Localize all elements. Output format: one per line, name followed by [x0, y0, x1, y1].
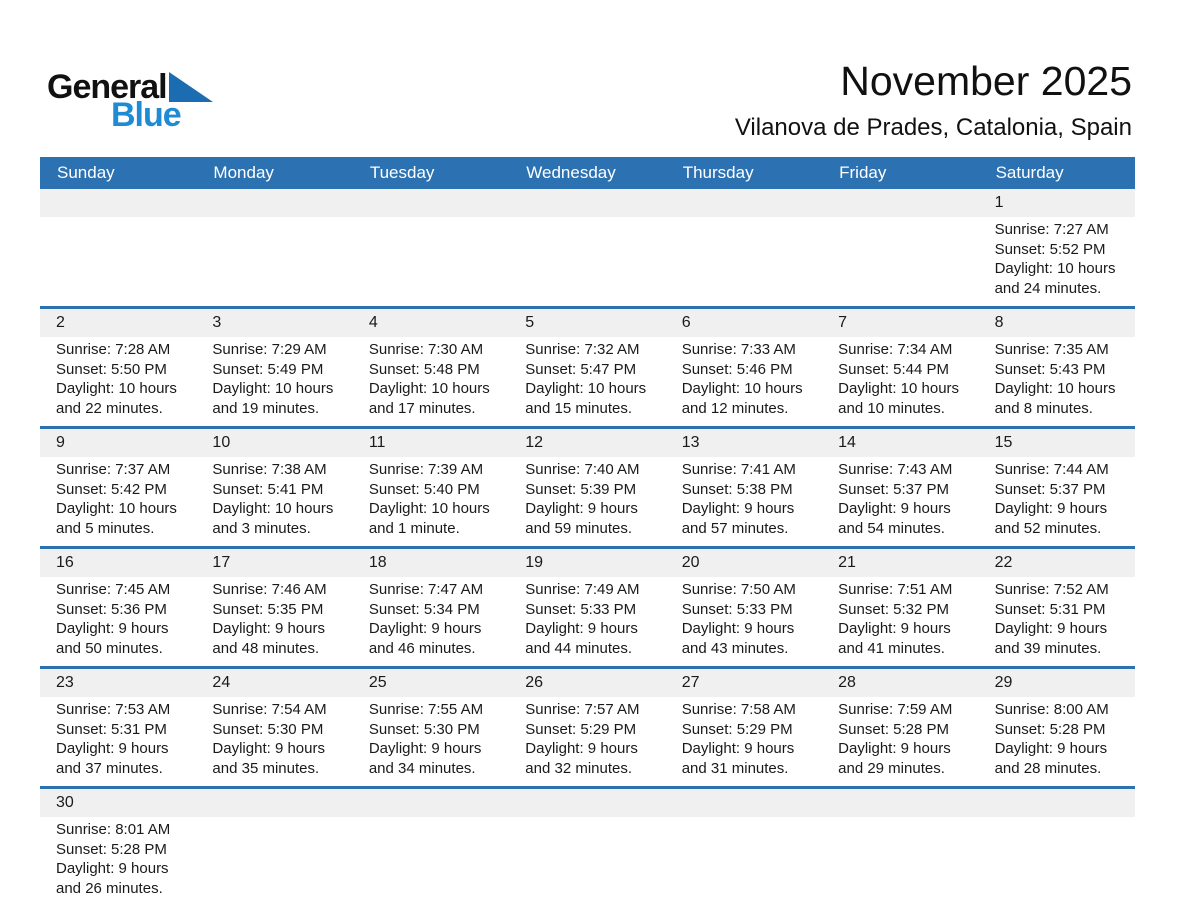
daylight-text: Daylight: 9 hours and 59 minutes. — [525, 500, 638, 537]
day-cell-2 — [40, 309, 196, 426]
sunrise-text: Sunrise: 7:33 AM — [681, 341, 796, 358]
day-header-thursday: Thursday — [682, 163, 754, 182]
day-cell-16 — [40, 549, 196, 666]
day-number: 4 — [353, 309, 509, 337]
sunrise-text: Sunrise: 7:46 AM — [212, 581, 327, 598]
day-details — [509, 577, 665, 666]
daylight-text: Daylight: 9 hours and 43 minutes. — [681, 620, 795, 657]
sunset-text: Sunset: 5:44 PM — [838, 360, 950, 378]
day-number — [666, 189, 822, 217]
day-cell-21 — [822, 549, 978, 666]
day-header-sunday: Sunday — [57, 163, 115, 182]
day-cell-28 — [822, 669, 978, 786]
day-cell-1 — [979, 189, 1135, 306]
day-details — [509, 697, 665, 786]
week-row — [40, 666, 1135, 786]
daylight-text: Daylight: 9 hours and 31 minutes. — [681, 740, 795, 777]
day-number: 30 — [40, 789, 196, 817]
daylight-text: Daylight: 9 hours and 26 minutes. — [56, 860, 169, 897]
sunrise-text: Sunrise: 7:27 AM — [994, 221, 1109, 238]
week-row — [40, 786, 1135, 906]
sunrise-text: Sunrise: 7:59 AM — [838, 701, 953, 718]
sunset-text: Sunset: 5:42 PM — [56, 480, 167, 498]
day-details — [353, 457, 509, 546]
day-details — [666, 697, 822, 786]
sunset-text: Sunset: 5:47 PM — [525, 360, 637, 378]
calendar-table — [40, 157, 1135, 906]
day-details — [979, 457, 1135, 546]
day-number: 19 — [509, 549, 665, 577]
day-number: 25 — [353, 669, 509, 697]
day-number — [509, 789, 665, 817]
daylight-text: Daylight: 10 hours and 22 minutes. — [56, 380, 177, 417]
daylight-text: Daylight: 10 hours and 24 minutes. — [994, 260, 1116, 297]
day-cell-empty — [666, 189, 822, 306]
daylight-text: Daylight: 9 hours and 41 minutes. — [838, 620, 951, 657]
week-row — [40, 306, 1135, 426]
daylight-text: Daylight: 9 hours and 37 minutes. — [56, 740, 169, 777]
day-cell-18 — [353, 549, 509, 666]
day-details — [666, 457, 822, 546]
sunset-text: Sunset: 5:28 PM — [838, 720, 950, 738]
daylight-text: Daylight: 9 hours and 50 minutes. — [56, 620, 169, 657]
daylight-text: Daylight: 9 hours and 57 minutes. — [681, 500, 795, 537]
day-details — [666, 337, 822, 426]
sunset-text: Sunset: 5:38 PM — [681, 480, 793, 498]
day-details — [822, 817, 978, 897]
day-details — [353, 337, 509, 426]
day-details — [822, 457, 978, 546]
sunrise-text: Sunrise: 7:32 AM — [525, 341, 640, 358]
sunset-text: Sunset: 5:33 PM — [525, 600, 637, 618]
daylight-text: Daylight: 9 hours and 44 minutes. — [525, 620, 638, 657]
day-details — [196, 337, 352, 426]
day-details — [40, 217, 196, 297]
sunset-text: Sunset: 5:32 PM — [838, 600, 950, 618]
sunrise-text: Sunrise: 7:57 AM — [525, 701, 640, 718]
day-number: 14 — [822, 429, 978, 457]
sunrise-text: Sunrise: 7:45 AM — [56, 581, 171, 598]
sunset-text: Sunset: 5:35 PM — [212, 600, 324, 618]
day-number — [196, 189, 352, 217]
day-details — [196, 457, 352, 546]
sunrise-text: Sunrise: 7:41 AM — [681, 461, 796, 478]
page-subtitle: Vilanova de Prades, Catalonia, Spain — [734, 114, 1132, 141]
week-row — [40, 189, 1135, 306]
sunset-text: Sunset: 5:39 PM — [525, 480, 637, 498]
day-number: 16 — [40, 549, 196, 577]
day-number: 29 — [979, 669, 1135, 697]
sunrise-text: Sunrise: 7:39 AM — [368, 461, 484, 478]
day-details — [666, 577, 822, 666]
daylight-text: Daylight: 9 hours and 54 minutes. — [838, 500, 951, 537]
day-cell-empty — [196, 789, 352, 906]
sunset-text: Sunset: 5:29 PM — [681, 720, 793, 738]
day-number: 8 — [979, 309, 1135, 337]
daylight-text: Daylight: 9 hours and 46 minutes. — [368, 620, 482, 657]
sunrise-text: Sunrise: 7:47 AM — [368, 581, 484, 598]
day-number: 24 — [196, 669, 352, 697]
day-details — [40, 697, 196, 786]
daylight-text: Daylight: 9 hours and 28 minutes. — [994, 740, 1108, 777]
day-number: 12 — [509, 429, 665, 457]
sunset-text: Sunset: 5:29 PM — [525, 720, 637, 738]
day-cell-23 — [40, 669, 196, 786]
day-cell-empty — [822, 189, 978, 306]
day-cell-19 — [509, 549, 665, 666]
daylight-text: Daylight: 10 hours and 8 minutes. — [994, 380, 1116, 417]
day-details — [353, 217, 509, 297]
day-details — [979, 217, 1135, 306]
day-cell-17 — [196, 549, 352, 666]
week-row — [40, 546, 1135, 666]
day-number — [509, 189, 665, 217]
sunrise-text: Sunrise: 7:52 AM — [994, 581, 1109, 598]
day-details — [353, 817, 509, 897]
title-block — [735, 58, 1132, 142]
daylight-text: Daylight: 10 hours and 15 minutes. — [525, 380, 647, 417]
sunrise-text: Sunrise: 7:29 AM — [212, 341, 327, 358]
day-cell-9 — [40, 429, 196, 546]
day-number: 26 — [509, 669, 665, 697]
sunrise-text: Sunrise: 7:38 AM — [212, 461, 327, 478]
day-details — [822, 337, 978, 426]
day-details — [666, 217, 822, 297]
day-details — [196, 217, 352, 297]
day-cell-empty — [509, 789, 665, 906]
day-cell-7 — [822, 309, 978, 426]
day-cell-10 — [196, 429, 352, 546]
day-cell-25 — [353, 669, 509, 786]
day-cell-empty — [666, 789, 822, 906]
day-details — [353, 697, 509, 786]
day-cell-8 — [979, 309, 1135, 426]
sunset-text: Sunset: 5:46 PM — [681, 360, 793, 378]
day-number — [979, 789, 1135, 817]
daylight-text: Daylight: 9 hours and 39 minutes. — [994, 620, 1108, 657]
day-details — [509, 817, 665, 897]
day-cell-5 — [509, 309, 665, 426]
day-details — [40, 817, 196, 906]
sunset-text: Sunset: 5:30 PM — [368, 720, 480, 738]
daylight-text: Daylight: 10 hours and 3 minutes. — [212, 500, 334, 537]
sunset-text: Sunset: 5:28 PM — [56, 840, 167, 858]
sunset-text: Sunset: 5:49 PM — [212, 360, 324, 378]
sunset-text: Sunset: 5:28 PM — [994, 720, 1106, 738]
day-cell-12 — [509, 429, 665, 546]
day-cell-22 — [979, 549, 1135, 666]
day-header-tuesday: Tuesday — [369, 163, 435, 182]
logo-text-general: General — [47, 68, 167, 106]
day-number — [353, 189, 509, 217]
day-number: 6 — [666, 309, 822, 337]
sunset-text: Sunset: 5:37 PM — [994, 480, 1106, 498]
day-details — [40, 577, 196, 666]
day-details — [509, 217, 665, 297]
sunrise-text: Sunrise: 7:58 AM — [681, 701, 796, 718]
sunrise-text: Sunrise: 7:50 AM — [681, 581, 796, 598]
day-details — [509, 337, 665, 426]
day-number: 17 — [196, 549, 352, 577]
sunrise-text: Sunrise: 8:01 AM — [56, 821, 171, 838]
day-details — [979, 577, 1135, 666]
sunrise-text: Sunrise: 7:35 AM — [994, 341, 1109, 358]
daylight-text: Daylight: 10 hours and 10 minutes. — [838, 380, 960, 417]
day-number: 22 — [979, 549, 1135, 577]
day-number: 20 — [666, 549, 822, 577]
day-number: 3 — [196, 309, 352, 337]
day-number: 2 — [40, 309, 196, 337]
day-cell-14 — [822, 429, 978, 546]
day-cell-empty — [40, 189, 196, 306]
daylight-text: Daylight: 10 hours and 5 minutes. — [56, 500, 177, 537]
day-cell-13 — [666, 429, 822, 546]
day-cell-empty — [353, 189, 509, 306]
day-header-friday: Friday — [839, 163, 887, 182]
daylight-text: Daylight: 10 hours and 19 minutes. — [212, 380, 334, 417]
daylight-text: Daylight: 10 hours and 17 minutes. — [368, 380, 490, 417]
sunset-text: Sunset: 5:37 PM — [838, 480, 950, 498]
sunset-text: Sunset: 5:48 PM — [368, 360, 480, 378]
day-cell-24 — [196, 669, 352, 786]
sunset-text: Sunset: 5:30 PM — [212, 720, 324, 738]
day-number: 13 — [666, 429, 822, 457]
day-details — [822, 217, 978, 297]
day-cell-30 — [40, 789, 196, 906]
weekday-header-row — [40, 157, 1135, 189]
sunset-text: Sunset: 5:41 PM — [212, 480, 324, 498]
day-number — [822, 189, 978, 217]
week-row — [40, 426, 1135, 546]
day-number: 10 — [196, 429, 352, 457]
daylight-text: Daylight: 9 hours and 32 minutes. — [525, 740, 638, 777]
day-details — [979, 337, 1135, 426]
day-cell-20 — [666, 549, 822, 666]
daylight-text: Daylight: 9 hours and 34 minutes. — [368, 740, 482, 777]
day-details — [979, 697, 1135, 786]
day-cell-26 — [509, 669, 665, 786]
day-number: 9 — [40, 429, 196, 457]
daylight-text: Daylight: 10 hours and 1 minute. — [368, 500, 490, 537]
day-details — [666, 817, 822, 897]
day-number: 28 — [822, 669, 978, 697]
day-cell-6 — [666, 309, 822, 426]
day-details — [196, 817, 352, 897]
day-details — [196, 697, 352, 786]
day-header-saturday: Saturday — [995, 163, 1064, 182]
day-details — [196, 577, 352, 666]
day-number: 23 — [40, 669, 196, 697]
sunset-text: Sunset: 5:31 PM — [994, 600, 1106, 618]
page-title: November 2025 — [840, 58, 1132, 104]
day-cell-15 — [979, 429, 1135, 546]
general-blue-logo — [47, 70, 213, 132]
day-number: 21 — [822, 549, 978, 577]
sunrise-text: Sunrise: 7:44 AM — [994, 461, 1109, 478]
sunset-text: Sunset: 5:36 PM — [56, 600, 167, 618]
sunrise-text: Sunrise: 7:53 AM — [56, 701, 171, 718]
sunrise-text: Sunrise: 7:37 AM — [56, 461, 171, 478]
daylight-text: Daylight: 9 hours and 52 minutes. — [994, 500, 1108, 537]
day-cell-empty — [353, 789, 509, 906]
sunrise-text: Sunrise: 7:43 AM — [838, 461, 953, 478]
day-number — [822, 789, 978, 817]
day-number — [353, 789, 509, 817]
sunrise-text: Sunrise: 7:55 AM — [368, 701, 484, 718]
daylight-text: Daylight: 10 hours and 12 minutes. — [681, 380, 803, 417]
day-number: 5 — [509, 309, 665, 337]
daylight-text: Daylight: 9 hours and 48 minutes. — [212, 620, 325, 657]
sunrise-text: Sunrise: 7:54 AM — [212, 701, 327, 718]
logo-text-blue: Blue — [111, 96, 181, 134]
sunrise-text: Sunrise: 7:30 AM — [368, 341, 484, 358]
sunrise-text: Sunrise: 7:51 AM — [838, 581, 953, 598]
sunrise-text: Sunrise: 8:00 AM — [994, 701, 1109, 718]
day-number — [196, 789, 352, 817]
day-number — [40, 189, 196, 217]
sunrise-text: Sunrise: 7:34 AM — [838, 341, 953, 358]
sunset-text: Sunset: 5:33 PM — [681, 600, 793, 618]
day-number: 11 — [353, 429, 509, 457]
day-cell-empty — [196, 189, 352, 306]
day-cell-27 — [666, 669, 822, 786]
sunset-text: Sunset: 5:31 PM — [56, 720, 167, 738]
day-cell-empty — [509, 189, 665, 306]
day-cell-4 — [353, 309, 509, 426]
sunset-text: Sunset: 5:50 PM — [56, 360, 167, 378]
day-cell-11 — [353, 429, 509, 546]
day-header-monday: Monday — [213, 163, 274, 182]
day-number: 1 — [979, 189, 1135, 217]
day-cell-3 — [196, 309, 352, 426]
day-number: 7 — [822, 309, 978, 337]
day-number: 27 — [666, 669, 822, 697]
daylight-text: Daylight: 9 hours and 29 minutes. — [838, 740, 951, 777]
day-number — [666, 789, 822, 817]
day-header-wednesday: Wednesday — [526, 163, 616, 182]
day-details — [353, 577, 509, 666]
day-number: 15 — [979, 429, 1135, 457]
day-details — [822, 577, 978, 666]
day-details — [40, 337, 196, 426]
day-number: 18 — [353, 549, 509, 577]
sunrise-text: Sunrise: 7:40 AM — [525, 461, 640, 478]
day-details — [40, 457, 196, 546]
day-details — [979, 817, 1135, 897]
daylight-text: Daylight: 9 hours and 35 minutes. — [212, 740, 325, 777]
calendar-weeks — [40, 189, 1135, 906]
sunset-text: Sunset: 5:43 PM — [994, 360, 1106, 378]
top-banner — [0, 0, 1188, 157]
day-details — [509, 457, 665, 546]
day-cell-empty — [979, 789, 1135, 906]
sunrise-text: Sunrise: 7:49 AM — [525, 581, 640, 598]
sunset-text: Sunset: 5:52 PM — [994, 240, 1106, 258]
sunset-text: Sunset: 5:40 PM — [368, 480, 480, 498]
day-details — [822, 697, 978, 786]
sunrise-text: Sunrise: 7:28 AM — [56, 341, 171, 358]
day-cell-29 — [979, 669, 1135, 786]
sunset-text: Sunset: 5:34 PM — [368, 600, 480, 618]
day-cell-empty — [822, 789, 978, 906]
